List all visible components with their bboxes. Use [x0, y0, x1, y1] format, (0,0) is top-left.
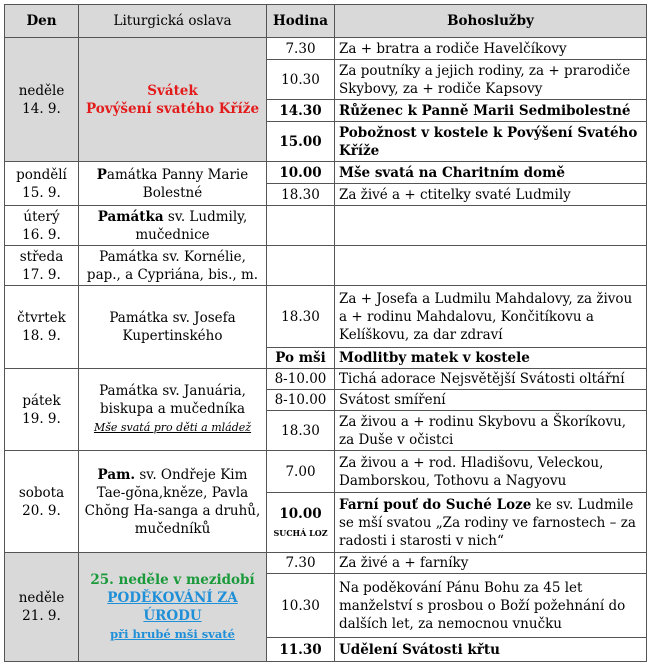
hour-cell — [267, 122, 335, 162]
day-date: 19. 9. — [22, 410, 61, 427]
hour-cell: 18.30 — [267, 184, 335, 206]
service-cell — [335, 348, 647, 369]
hour-value: 15.00 — [279, 133, 322, 150]
liturgy-text — [97, 167, 248, 201]
day-name: úterý — [23, 208, 60, 225]
day-name: čtvrtek — [17, 310, 66, 326]
liturgy-cell — [79, 451, 267, 553]
day-date: 15. 9. — [22, 184, 61, 201]
hour-cell — [267, 638, 335, 662]
liturgy-rest: sv. Ondřeje Kim Tae-gŏna,kněze, Pavla Chŏng Ha-sanga a druhů, mučedníků — [84, 466, 261, 537]
day-date: 20. 9. — [22, 502, 61, 519]
thanksgiving-title: PODĚKOVÁNÍ ZA ÚRODU — [107, 590, 238, 624]
hour-cell — [267, 162, 335, 184]
header-services: Bohoslužby — [335, 5, 647, 38]
hour-value: 10.00 — [279, 505, 322, 522]
hour-cell: 10.30 — [267, 60, 335, 100]
table-row — [5, 246, 647, 286]
liturgy-cell — [79, 162, 267, 206]
service-cell — [335, 246, 647, 286]
hour-cell: 7.00 — [267, 451, 335, 493]
table-row — [5, 451, 647, 493]
service-cell — [335, 638, 647, 662]
service-cell — [335, 100, 647, 122]
hour-cell — [267, 348, 335, 369]
service-bold: Farní pouť do Suché Loze — [339, 496, 532, 513]
feast-name: Povýšení svatého Kříže — [85, 100, 260, 117]
day-name: pátek — [22, 392, 61, 409]
table-row — [5, 206, 647, 246]
service-cell: Svátost smíření — [335, 390, 647, 411]
day-cell — [5, 38, 79, 162]
service-cell: Za živé a + ctitelky svaté Ludmily — [335, 184, 647, 206]
day-cell — [5, 369, 79, 451]
day-name: neděle — [18, 590, 65, 606]
hour-cell: 8-10.00 — [267, 390, 335, 411]
day-cell — [5, 553, 79, 662]
liturgy-cell — [79, 206, 267, 246]
service-text: Mše svatá na Charitním domě — [339, 164, 565, 181]
liturgy-text: Památka sv. Januária, biskupa a mučedníka — [99, 383, 246, 417]
day-name: neděle — [18, 82, 65, 99]
hour-location: SUCHÁ LOZ — [273, 527, 328, 538]
day-cell — [5, 206, 79, 246]
table-row — [5, 162, 647, 184]
day-name: středa — [19, 248, 64, 265]
day-name: sobota — [18, 484, 65, 501]
service-cell — [335, 162, 647, 184]
liturgy-rest: sv. Ludmily, mučednice — [135, 208, 248, 243]
table-row — [5, 369, 647, 390]
service-cell: Za + bratra a rodiče Havelčíkovy — [335, 38, 647, 60]
service-cell: Za živé a + farníky — [335, 553, 647, 574]
thanksgiving-note: při hrubé mši svaté — [110, 627, 235, 641]
table-row — [5, 553, 647, 574]
schedule-table — [4, 4, 647, 662]
hour-value: 11.30 — [279, 641, 322, 658]
service-cell: Tichá adorace Nejsvětější Svátosti oltářní — [335, 369, 647, 390]
hour-value: 10.00 — [279, 164, 322, 181]
liturgy-cell — [79, 38, 267, 162]
day-date: 18. 9. — [22, 328, 61, 344]
service-rest: ke sv. Ludmile se mší svatou „Za rodiny ve farnostech – za radosti i starosti v nich“ — [339, 496, 636, 549]
liturgy-rest: amátka Panny Marie Bolestné — [106, 166, 249, 201]
service-cell: Za živou a + rod. Hladišovu, Veleckou, Damborskou, Tothovu a Nagyovu — [335, 451, 647, 493]
service-cell: Za živou a + rodinu Skybovu a Škoríkovu, za Duše v očistci — [335, 411, 647, 451]
day-name: pondělí — [16, 166, 67, 183]
service-text: Růženec k Panně Marii Sedmibolestné — [339, 102, 631, 119]
day-cell — [5, 162, 79, 206]
service-cell — [335, 122, 647, 162]
service-text: Pobožnost v kostele k Povýšení Svatého Kříže — [339, 124, 638, 159]
day-date: 14. 9. — [22, 100, 61, 117]
header-day: Den — [5, 5, 79, 38]
hour-cell: 8-10.00 — [267, 369, 335, 390]
day-cell — [5, 451, 79, 553]
liturgy-cell — [79, 369, 267, 451]
service-cell — [335, 206, 647, 246]
liturgy-note: Mše svatá pro děti a mládež — [93, 421, 252, 434]
hour-cell: 7.30 — [267, 38, 335, 60]
liturgy-bold: P — [96, 166, 107, 183]
table-row — [5, 38, 647, 60]
liturgy-cell — [79, 553, 267, 662]
hour-value: Po mši — [275, 350, 326, 366]
header-hour: Hodina — [267, 5, 335, 38]
service-cell: Za poutníky a jejich rodiny, za + prarodiče Skybovy, za + rodiče Kapsovy — [335, 60, 647, 100]
header-row — [5, 5, 647, 38]
feast-type: Svátek — [147, 82, 198, 99]
day-date: 16. 9. — [22, 226, 61, 243]
hour-cell: 18.30 — [267, 286, 335, 348]
header-liturgy: Liturgická oslava — [79, 5, 267, 38]
hour-cell: 10.30 — [267, 574, 335, 638]
service-text: Udělení Svátosti křtu — [339, 641, 500, 658]
liturgy-cell: Památka sv. Josefa Kupertinského — [79, 286, 267, 369]
hour-cell — [267, 246, 335, 286]
service-cell — [335, 493, 647, 553]
table-row — [5, 286, 647, 348]
sunday-title: 25. neděle v mezidobí — [90, 572, 255, 588]
service-cell: Na poděkování Pánu Bohu za 45 let manželství s prosbou o Boží požehnání do dalších let, za nemocnou vnučku — [335, 574, 647, 638]
day-cell — [5, 246, 79, 286]
hour-cell — [267, 206, 335, 246]
hour-cell — [267, 493, 335, 553]
hour-cell: 18.30 — [267, 411, 335, 451]
hour-value: 14.30 — [279, 102, 322, 119]
liturgy-bold: Památka — [97, 208, 164, 225]
liturgy-bold: Pam. — [97, 466, 136, 483]
day-cell — [5, 286, 79, 369]
service-text: Modlitby matek v kostele — [339, 350, 530, 366]
liturgy-cell: Památka sv. Kornélie, pap., a Cypriána, bis., m. — [79, 246, 267, 286]
service-cell: Za + Josefa a Ludmilu Mahdalovy, za živou a + rodinu Mahdalovu, Končitíkovu a Kelíškovu, za dar zdraví — [335, 286, 647, 348]
hour-cell — [267, 100, 335, 122]
hour-cell: 7.30 — [267, 553, 335, 574]
day-date: 17. 9. — [22, 266, 61, 283]
day-date: 21. 9. — [22, 608, 61, 624]
